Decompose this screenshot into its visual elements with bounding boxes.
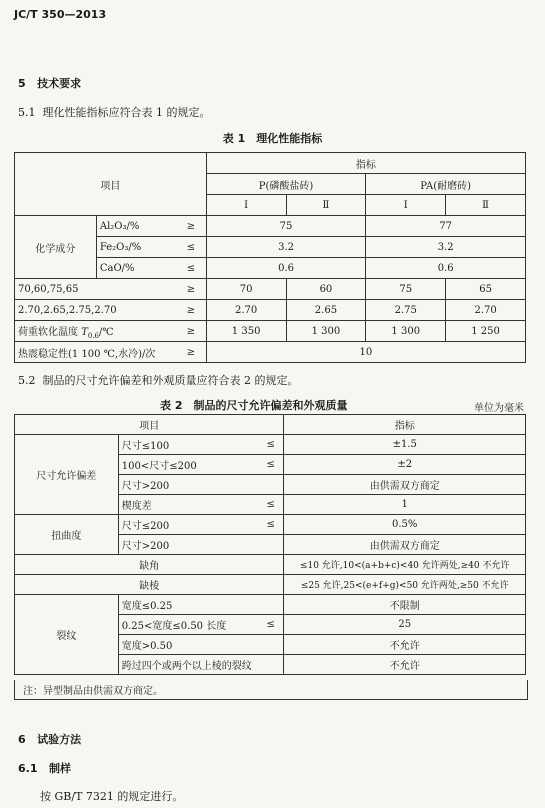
section-number: 6: [18, 733, 26, 746]
section-title: 技术要求: [37, 77, 82, 90]
comparison-symbol: ≤: [258, 515, 284, 535]
clause-text: 理化性能指标应符合表 1 的规定。: [42, 106, 211, 119]
clause-5-2: [18, 372, 299, 388]
table-cell: 3.2: [206, 237, 366, 258]
table-cell: 1 250: [446, 321, 526, 342]
clause-5-1: [18, 104, 211, 120]
table-cell: 1 300: [286, 321, 366, 342]
clause-number: 5.1: [18, 106, 36, 119]
table-cell: 0.6: [206, 258, 366, 279]
table-row: [15, 435, 526, 455]
table-row: [15, 153, 526, 174]
row-label: 尺寸≤100: [118, 435, 258, 455]
table-cell: 25: [284, 615, 526, 635]
table-cell: 75: [206, 216, 366, 237]
row-label: 尺寸>200: [118, 535, 284, 555]
row-label-text: 荷重软化温度: [18, 326, 82, 338]
grade-header: Ⅰ: [366, 195, 446, 216]
row-label: Fe₂O₃/%: [96, 237, 176, 258]
table-cell: 60: [286, 279, 366, 300]
comparison-symbol: ≥: [176, 279, 206, 300]
row-label: CaO/%: [96, 258, 176, 279]
comparison-symbol: ≥: [176, 216, 206, 237]
table-cell: 不限制: [284, 595, 526, 615]
clause-number: 5.2: [18, 374, 36, 387]
row-label: Al₂O₃/%: [96, 216, 176, 237]
table-row: [15, 575, 526, 595]
section-5-heading: [18, 75, 81, 91]
comparison-symbol: ≤: [258, 455, 284, 475]
table-cell: 1 350: [206, 321, 286, 342]
section-title: 试验方法: [37, 733, 82, 746]
comparison-symbol: ≤: [258, 495, 284, 515]
chem-label: 化学成分: [15, 216, 97, 279]
table-cell: 不允许: [284, 635, 526, 655]
comparison-symbol: ≥: [176, 300, 206, 321]
table-cell: 2.65: [286, 300, 366, 321]
row-label: 100<尺寸≤200: [118, 455, 258, 475]
row-label: 尺寸≤200: [118, 515, 258, 535]
table-row: [15, 595, 526, 615]
table-cell: 3.2: [366, 237, 526, 258]
item-header: 项目: [15, 153, 207, 216]
table-row: [15, 555, 526, 575]
row-label: 70,60,75,65: [15, 279, 177, 300]
row-label: 缺棱: [15, 575, 284, 595]
table-row: [15, 415, 526, 435]
table-cell: 2.70: [206, 300, 286, 321]
table-cell: 0.5%: [284, 515, 526, 535]
temperature-symbol: T: [81, 326, 88, 338]
table-cell: 2.75: [366, 300, 446, 321]
table-cell: 由供需双方商定: [284, 535, 526, 555]
comparison-symbol: ≤: [258, 615, 284, 635]
row-label: 0.25<宽度≤0.50 长度: [118, 615, 258, 635]
row-label: 尺寸>200: [118, 475, 284, 495]
group-label: 尺寸允许偏差: [15, 435, 119, 515]
comparison-symbol: ≥: [176, 342, 206, 363]
document-header: JC/T 350—2013: [14, 8, 107, 21]
section-6-1-heading: [18, 760, 71, 776]
table-cell: ≤25 允许,25<(e+f+g)<50 允许两处,≥50 不允许: [284, 575, 526, 595]
table-row: [15, 515, 526, 535]
grade-header: Ⅱ: [286, 195, 366, 216]
table-cell: ±2: [284, 455, 526, 475]
comparison-symbol: ≤: [176, 258, 206, 279]
row-label: 楔度差: [118, 495, 258, 515]
table-cell: ±1.5: [284, 435, 526, 455]
indicator-header: 指标: [284, 415, 526, 435]
table-2-note: 注：异型制品由供需双方商定。: [14, 680, 528, 700]
section-title: 制样: [49, 762, 71, 775]
row-label: [15, 321, 177, 342]
table-cell: 65: [446, 279, 526, 300]
table-row: [15, 300, 526, 321]
section-number: 6.1: [18, 762, 38, 775]
comparison-symbol: ≤: [176, 237, 206, 258]
clause-6-1-text: 按 GB/T 7321 的规定进行。: [40, 790, 184, 803]
table-cell: 77: [366, 216, 526, 237]
grade-header: Ⅱ: [446, 195, 526, 216]
table-cell: 0.6: [366, 258, 526, 279]
temperature-subscript: 0.6: [87, 331, 99, 340]
table-2-caption: 表 2 制品的尺寸允许偏差和外观质量: [160, 399, 348, 412]
group-label: 裂纹: [15, 595, 119, 675]
table-1-caption: 表 1 理化性能指标: [222, 132, 323, 145]
indicator-header: 指标: [206, 153, 525, 174]
row-label: 缺角: [15, 555, 284, 575]
clause-text: 制品的尺寸允许偏差和外观质量应符合表 2 的规定。: [42, 374, 299, 387]
table-cell: 不允许: [284, 655, 526, 675]
pa-group-header: PA(耐磨砖): [366, 174, 526, 195]
comparison-symbol: ≥: [176, 321, 206, 342]
grade-header: Ⅰ: [206, 195, 286, 216]
row-label-unit: /℃: [99, 326, 114, 338]
group-label: 扭曲度: [15, 515, 119, 555]
table-cell: ≤10 允许,10<(a+b+c)<40 允许两处,≥40 不允许: [284, 555, 526, 575]
table-2-unit: 单位为毫米: [474, 403, 524, 414]
row-label: 2.70,2.65,2.75,2.70: [15, 300, 177, 321]
table-cell: 由供需双方商定: [284, 475, 526, 495]
table-row: [15, 279, 526, 300]
table-row: [15, 342, 526, 363]
row-label: 跨过四个或两个以上棱的裂纹: [118, 655, 284, 675]
table-cell: 1 300: [366, 321, 446, 342]
comparison-symbol: ≤: [258, 435, 284, 455]
row-label: 宽度>0.50: [118, 635, 284, 655]
table-cell: 2.70: [446, 300, 526, 321]
row-label: 宽度≤0.25: [118, 595, 284, 615]
p-group-header: P(磷酸盐砖): [206, 174, 366, 195]
table-row: [15, 216, 526, 237]
table-cell: 70: [206, 279, 286, 300]
item-header: 项目: [15, 415, 284, 435]
table-row: [15, 321, 526, 342]
table-cell: 10: [206, 342, 525, 363]
table-2: [14, 414, 526, 675]
table-cell: 75: [366, 279, 446, 300]
row-label: 热震稳定性(1 100 ℃,水冷)/次: [15, 342, 177, 363]
table-1: [14, 152, 526, 363]
section-number: 5: [18, 77, 26, 90]
table-cell: 1: [284, 495, 526, 515]
section-6-heading: [18, 731, 81, 747]
